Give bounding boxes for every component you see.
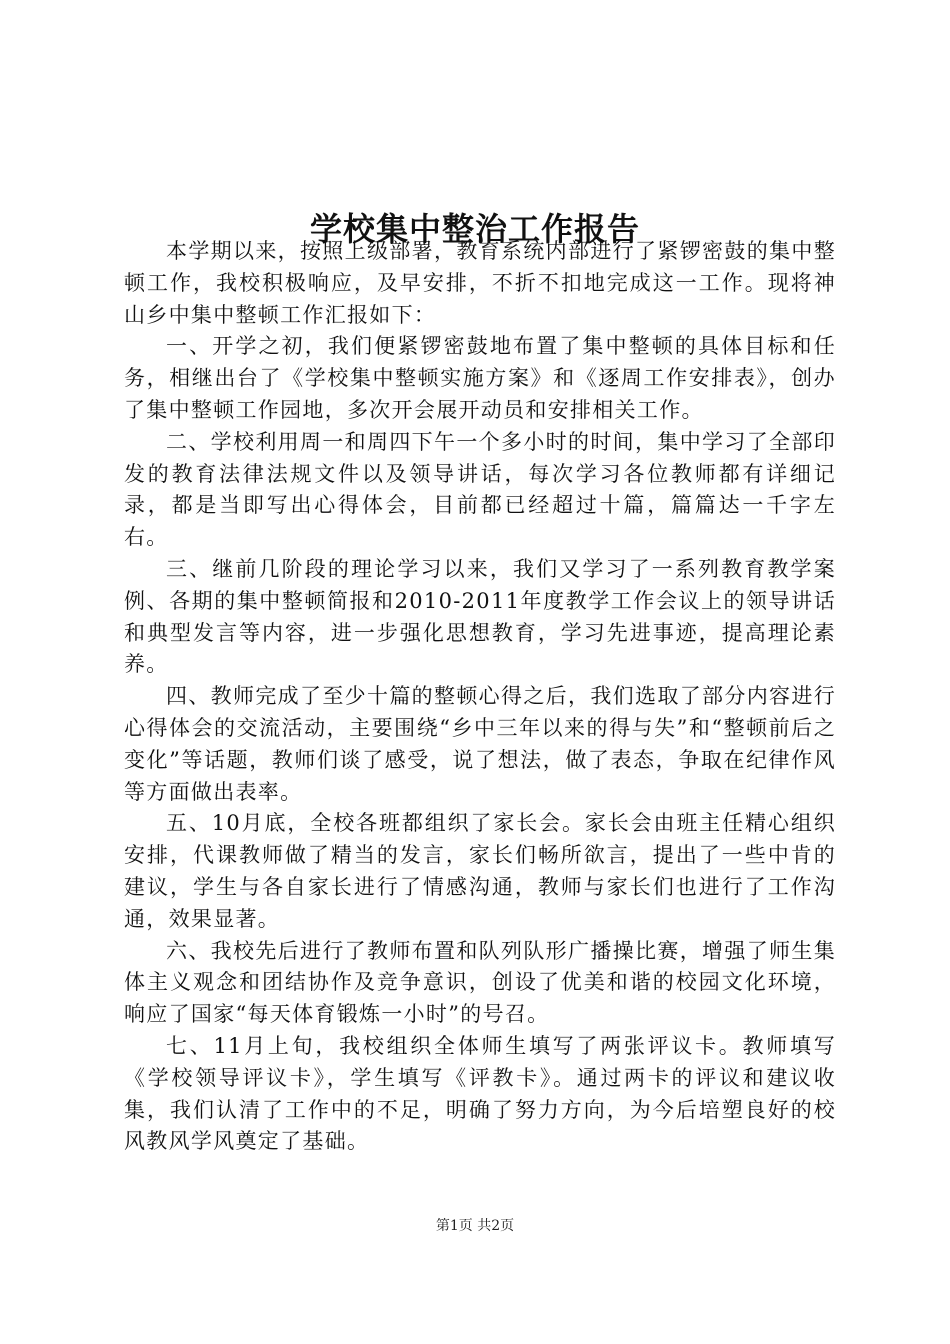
- document-title: 学校集中整治工作报告: [309, 210, 640, 249]
- paragraph-3: 三、继前几阶段的理论学习以来，我们又学习了一系列教育教学案例、各期的集中整顿简报和2010-2011年度教学工作会议上的领导讲话和典型发言等内容，进一步强化思想教育，学习先进事迹，提高理论素养。: [124, 556, 836, 677]
- paragraph-5: 五、10月底，全校各班都组织了家长会。家长会由班主任精心组织安排，代课教师做了精当的发言，家长们畅所欲言，提出了一些中肯的建议，学生与各自家长进行了情感沟通，教师与家长们也进行了工作沟通，效果显著。: [124, 811, 836, 931]
- paragraph-6: 六、我校先后进行了教师布置和队列队形广播操比赛，增强了师生集体主义观念和团结协作及竞争意识，创设了优美和谐的校园文化环境，响应了国家“每天体育锻炼一小时”的号召。: [124, 938, 836, 1027]
- document-body: [124, 236, 836, 1158]
- paragraph-1: 一、开学之初，我们便紧锣密鼓地布置了集中整顿的具体目标和任务，相继出台了《学校集中整顿实施方案》和《逐周工作安排表》，创办了集中整顿工作园地，多次开会展开动员和安排相关工作。: [124, 334, 836, 422]
- paragraph-2: 二、学校利用周一和周四下午一个多小时的时间，集中学习了全部印发的教育法律法规文件以及领导讲话，每次学习各位教师都有详细记录，都是当即写出心得体会，目前都已经超过十篇，篇篇达一千字左右。: [124, 429, 836, 550]
- paragraph-7: 七、11月上旬，我校组织全体师生填写了两张评议卡。教师填写《学校领导评议卡》，学生填写《评教卡》。通过两卡的评议和建议收集，我们认清了工作中的不足，明确了努力方向，为今后培塑良好的校风教风学风奠定了基础。: [124, 1033, 836, 1154]
- page-footer: 第1页 共2页: [435, 1218, 515, 1234]
- paragraph-intro: 本学期以来，按照上级部署，教育系统内部进行了紧锣密鼓的集中整顿工作，我校积极响应，及早安排，不折不扣地完成这一工作。现将神山乡中集中整顿工作汇报如下：: [124, 239, 836, 327]
- paragraph-4: 四、教师完成了至少十篇的整顿心得之后，我们选取了部分内容进行心得体会的交流活动，主要围绕“乡中三年以来的得与失”和“整顿前后之变化”等话题，教师们谈了感受，说了想法，做了表态，争取在纪律作风等方面做出表率。: [124, 684, 836, 804]
